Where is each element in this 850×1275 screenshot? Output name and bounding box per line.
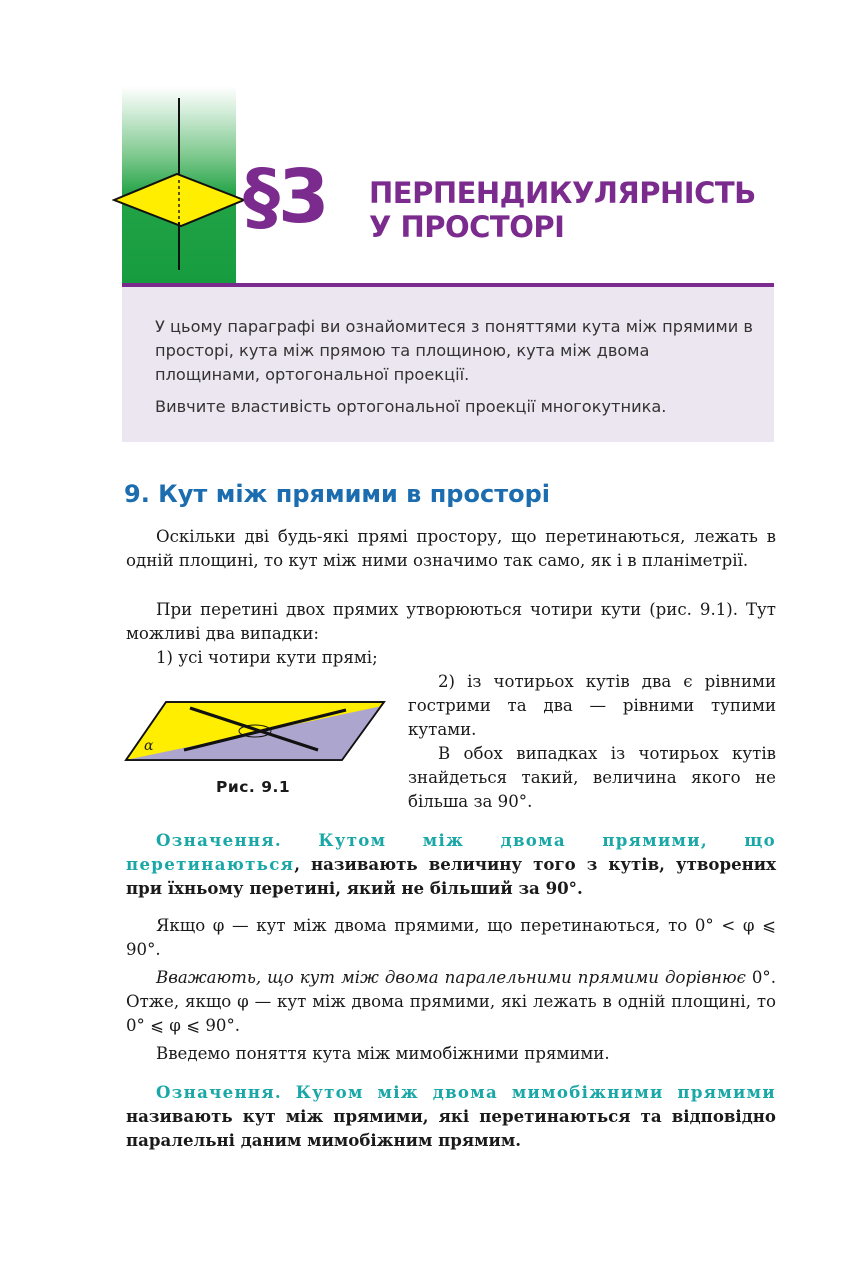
paragraph-6: Введемо поняття кута між мимобіжними прямими. xyxy=(156,1044,610,1063)
case-2-text: 2) із чотирьох кутів два є рівними гострими та два — рівними тупими кутами. xyxy=(408,672,776,739)
paragraph-4 xyxy=(126,914,776,962)
intro-box xyxy=(122,287,774,442)
definition-1-body: , називають величину того з кутів, утворених при їхньому перетині, який не більший за 90°. xyxy=(126,854,776,898)
intro-paragraph-2: Вивчите властивість ортогональної проекції многокутника. xyxy=(155,397,667,416)
formula-2: 0° ⩽ φ ⩽ 90°. xyxy=(126,1016,241,1035)
case-1-text: 1) усі чотири кути прямі; xyxy=(156,648,378,667)
definition-2-term: Означення. Кутом між двома мимобіжними прямими xyxy=(156,1082,776,1102)
section-title xyxy=(369,176,756,244)
definition-2 xyxy=(126,1080,776,1152)
paragraph-2: При перетині двох прямих утворюються чотири кути (рис. 9.1). Тут можливі два випадки: xyxy=(126,600,776,643)
subsection-heading: 9. Кут між прямими в просторі xyxy=(124,480,550,508)
figure-label-alpha: α xyxy=(144,738,154,754)
paragraph-1: Оскільки дві будь-які прямі простору, що перетинаються, лежать в одній площині, то кут між ними означимо так само, як і в планіметрії. xyxy=(126,527,776,570)
formula-1: 0° < φ ⩽ 90°. xyxy=(126,916,777,959)
paragraph-5 xyxy=(126,966,776,1038)
section-title-line2: У ПРОСТОРІ xyxy=(369,210,565,244)
paragraph-5-italic: Вважають, що кут між двома паралельними прямими дорівнює xyxy=(156,968,746,987)
definition-1 xyxy=(126,828,776,900)
section-title-line1: ПЕРПЕНДИКУЛЯРНІСТЬ xyxy=(369,176,756,210)
figure-9-1 xyxy=(124,696,386,764)
definition-2-body: називають кут між прямими, які перетинаються та відповідно паралельні даним мимобіжним прямим. xyxy=(126,1106,776,1150)
figure-caption: Рис. 9.1 xyxy=(216,778,291,796)
paragraph-3: В обох випадках із чотирьох кутів знайдеться такий, величина якого не більша за 90°. xyxy=(408,744,776,811)
paragraph-5-rest: 0°. Отже, якщо φ — кут між двома прямими, які лежать в одній площині, то xyxy=(126,968,776,1011)
intro-paragraph-1: У цьому параграфі ви ознайомитеся з поняттями кута між прямими в просторі, кута між прямою та площиною, кута між двома площинами, ортогональної проекції. xyxy=(155,317,753,384)
paragraph-4-text: Якщо φ — кут між двома прямими, що перетинаються, то xyxy=(156,916,688,935)
plane-with-perpendicular-line-icon xyxy=(112,96,247,276)
section-number: §3 xyxy=(243,154,328,240)
definition-1-term: Означення. Кутом між двома прямими, що перетинаються xyxy=(126,830,776,874)
